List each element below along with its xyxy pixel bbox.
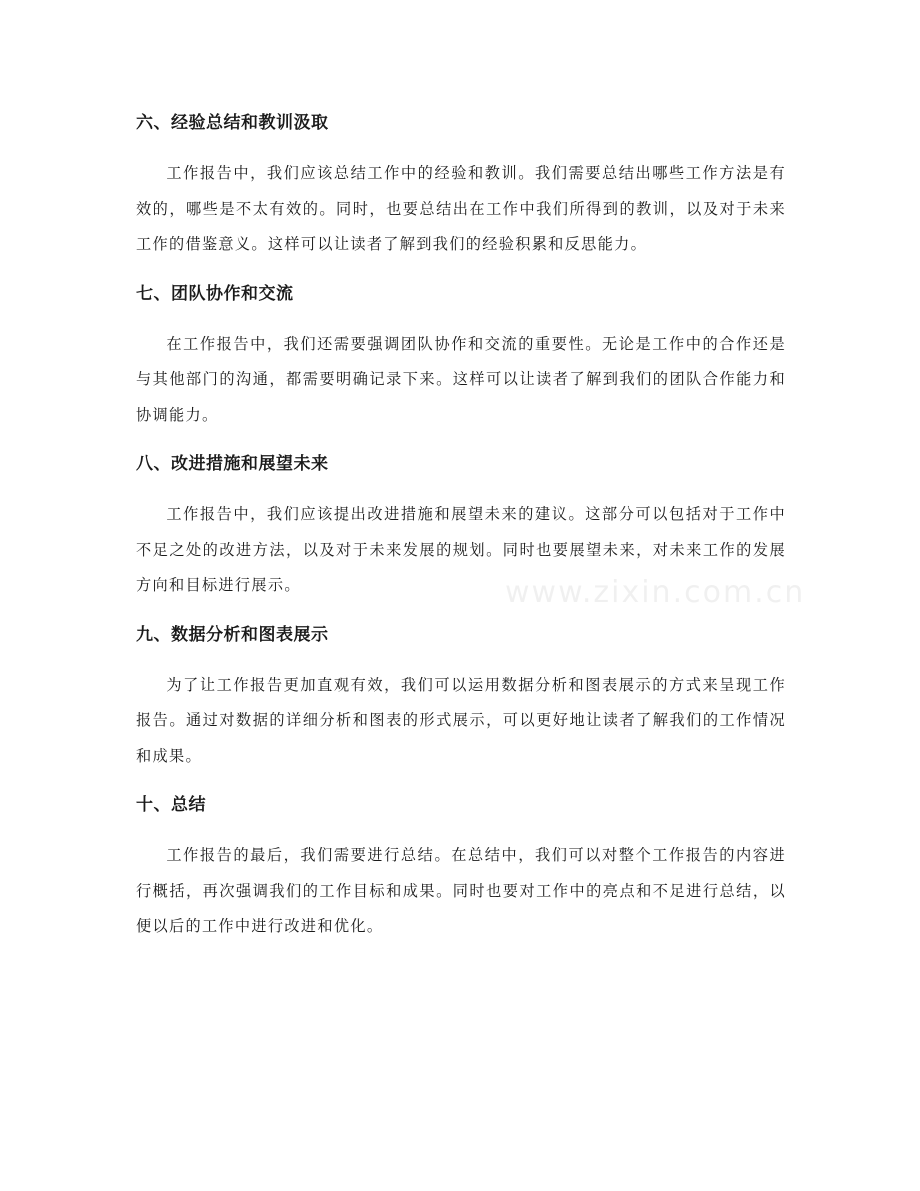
- section-paragraph: 为了让工作报告更加直观有效，我们可以运用数据分析和图表展示的方式来呈现工作报告。通过对数据的详细分析和图表的形式展示，可以更好地让读者了解我们的工作情况和成果。: [136, 675, 786, 765]
- section-10: [136, 790, 786, 945]
- watermark: www.zixin.com.cn: [505, 575, 806, 610]
- section-paragraph: 工作报告中，我们应该总结工作中的经验和教训。我们需要总结出哪些工作方法是有效的，哪些是不太有效的。同时，也要总结出在工作中我们所得到的教训，以及对于未来工作的借鉴意义。这样可以让读者了解到我们的经验积累和反思能力。: [136, 164, 786, 253]
- section-paragraph: 工作报告的最后，我们需要进行总结。在总结中，我们可以对整个工作报告的内容进行概括，再次强调我们的工作目标和成果。同时也要对工作中的亮点和不足进行总结，以便以后的工作中进行改进和优化。: [136, 846, 786, 935]
- section-heading: 六、经验总结和教训汲取: [136, 113, 329, 133]
- section-8: [136, 449, 786, 604]
- section-paragraph: 工作报告中，我们应该提出改进措施和展望未来的建议。这部分可以包括对于工作中不足之处的改进方法，以及对于未来发展的规划。同时也要展望未来，对未来工作的发展方向和目标进行展示。: [136, 505, 786, 594]
- section-7: [136, 279, 786, 434]
- section-6: [136, 108, 786, 263]
- section-9: [136, 620, 786, 775]
- section-paragraph: 在工作报告中，我们还需要强调团队协作和交流的重要性。无论是工作中的合作还是与其他部门的沟通，都需要明确记录下来。这样可以让读者了解到我们的团队合作能力和协调能力。: [136, 334, 786, 424]
- section-heading: 十、总结: [136, 795, 206, 815]
- section-heading: 九、数据分析和图表展示: [136, 624, 329, 645]
- document-content: [136, 108, 786, 961]
- section-heading: 七、团队协作和交流: [136, 283, 294, 304]
- section-heading: 八、改进措施和展望未来: [136, 454, 329, 474]
